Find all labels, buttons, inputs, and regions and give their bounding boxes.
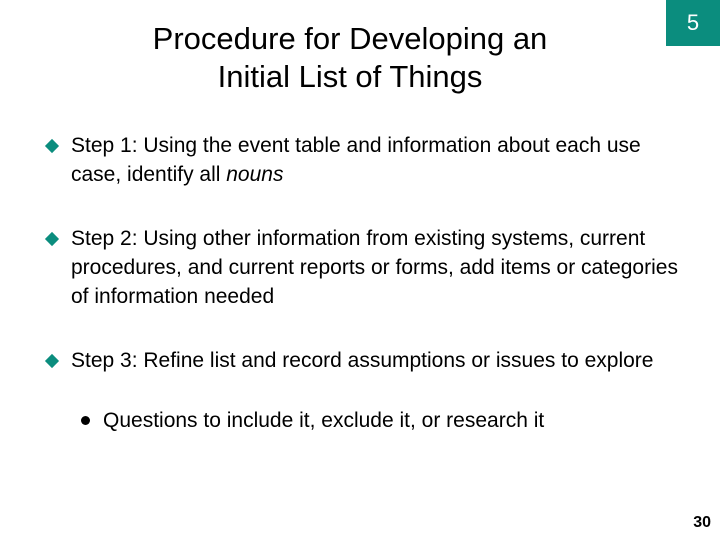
bullet-step-2 <box>46 224 696 311</box>
round-dot-icon <box>81 416 90 425</box>
bullet-step-2-text: Step 2: Using other information from existing systems, current procedures, and current reports or forms, add items or categories of information needed <box>71 227 678 308</box>
bullet-step-3-text: Step 3: Refine list and record assumptions or issues to explore <box>71 349 654 372</box>
diamond-bullet-icon <box>45 139 59 153</box>
slide-title-line-2: Initial List of Things <box>217 59 483 94</box>
sub-bullet-list <box>71 406 696 435</box>
slide-title-line-1: Procedure for Developing an <box>152 21 548 56</box>
bullet-step-1-text: Step 1: Using the event table and information about each use case, identify all <box>71 134 641 186</box>
sub-bullet-text: Questions to include it, exclude it, or research it <box>103 409 545 432</box>
bullet-step-1 <box>46 131 696 189</box>
bullet-step-3 <box>46 346 696 435</box>
diamond-bullet-icon <box>45 232 59 246</box>
bullet-list <box>46 131 696 435</box>
diamond-bullet-icon <box>45 354 59 368</box>
chapter-number-badge: 5 <box>666 0 720 46</box>
sub-bullet-item <box>71 406 696 435</box>
page-number: 30 <box>693 514 711 531</box>
bullet-step-1-emphasis: nouns <box>226 163 284 186</box>
slide-title <box>0 20 700 96</box>
